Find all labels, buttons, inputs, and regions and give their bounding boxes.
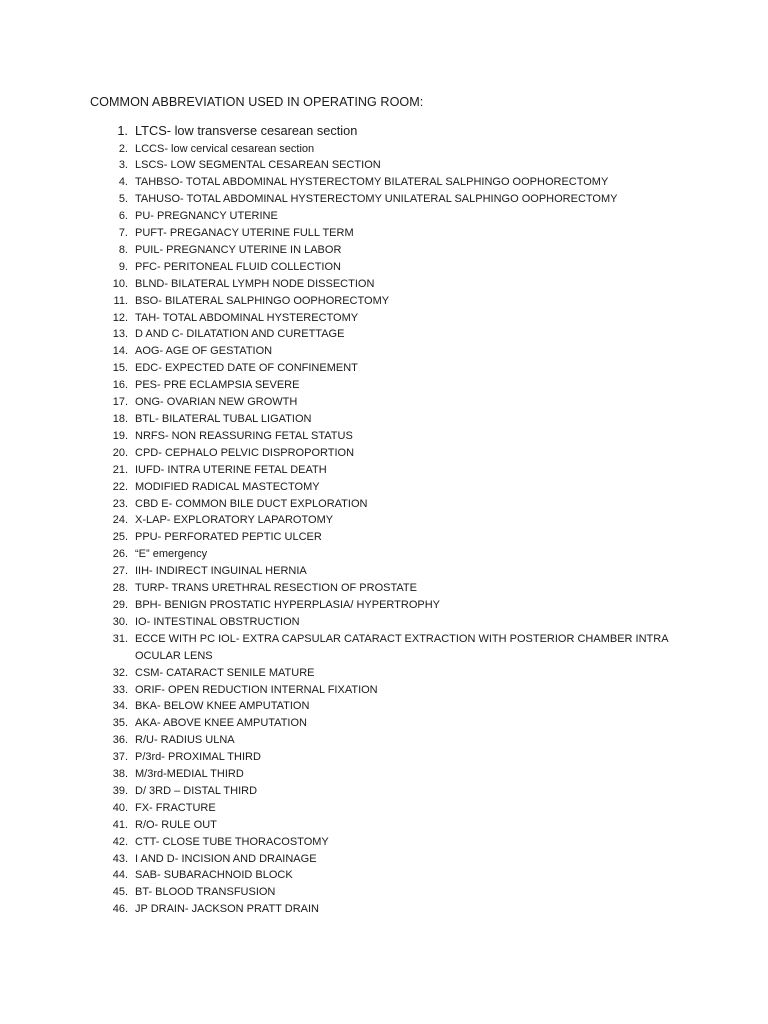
list-item xyxy=(0,208,768,225)
list-item-text: LSCS- LOW SEGMENTAL CESAREAN SECTION xyxy=(135,159,381,172)
list-item xyxy=(0,479,768,496)
list-item-text: ECCE WITH PC IOL- EXTRA CAPSULAR CATARACT EXTRACTION WITH POSTERIOR CHAMBER INTRA OCULAR LENS xyxy=(135,632,668,662)
list-item-number: 35. xyxy=(112,717,128,730)
list-item-number: 41. xyxy=(112,818,128,831)
list-item-text: SAB- SUBARACHNOID BLOCK xyxy=(135,869,293,882)
list-item-number: 9. xyxy=(118,260,128,273)
list-item-number: 23. xyxy=(112,497,128,510)
list-item xyxy=(0,749,768,766)
list-item-text: P/3rd- PROXIMAL THIRD xyxy=(135,751,261,764)
list-item-text: PPU- PERFORATED PEPTIC ULCER xyxy=(135,531,322,544)
list-item xyxy=(0,817,768,834)
list-item xyxy=(0,715,768,732)
list-item-text: PUFT- PREGANACY UTERINE FULL TERM xyxy=(135,227,354,240)
list-item-number: 39. xyxy=(112,784,128,797)
list-item-text: AKA- ABOVE KNEE AMPUTATION xyxy=(135,717,307,730)
list-item xyxy=(0,157,768,174)
list-item xyxy=(0,665,768,682)
list-item xyxy=(0,122,768,140)
list-item-number: 31. xyxy=(112,632,128,645)
list-item xyxy=(0,141,768,158)
list-item-number: 13. xyxy=(112,328,128,341)
list-item-text: EDC- EXPECTED DATE OF CONFINEMENT xyxy=(135,362,358,375)
list-item-number: 42. xyxy=(112,835,128,848)
list-item-text: I AND D- INCISION AND DRAINAGE xyxy=(135,852,317,865)
list-item-number: 26. xyxy=(112,548,128,561)
list-item-number: 24. xyxy=(112,514,128,527)
list-item xyxy=(0,631,768,665)
list-item-number: 34. xyxy=(112,700,128,713)
list-item-number: 37. xyxy=(112,751,128,764)
list-item xyxy=(0,851,768,868)
list-item-text: “E” emergency xyxy=(135,548,208,561)
list-item-text: NRFS- NON REASSURING FETAL STATUS xyxy=(135,429,353,442)
list-item xyxy=(0,428,768,445)
list-item-number: 44. xyxy=(112,869,128,882)
list-item-text: BSO- BILATERAL SALPHINGO OOPHORECTOMY xyxy=(135,294,390,307)
list-item-text: IO- INTESTINAL OBSTRUCTION xyxy=(135,615,300,628)
list-item-text: TURP- TRANS URETHRAL RESECTION OF PROSTATE xyxy=(135,582,417,595)
list-item xyxy=(0,800,768,817)
list-item xyxy=(0,766,768,783)
list-item-number: 46. xyxy=(112,903,128,916)
list-item-number: 27. xyxy=(112,565,128,578)
list-item xyxy=(0,563,768,580)
list-item-text: IIH- INDIRECT INGUINAL HERNIA xyxy=(135,565,307,578)
list-item xyxy=(0,529,768,546)
list-item-number: 14. xyxy=(112,345,128,358)
list-item-text: BPH- BENIGN PROSTATIC HYPERPLASIA/ HYPERTROPHY xyxy=(135,598,441,611)
document-title: COMMON ABBREVIATION USED IN OPERATING ROOM: xyxy=(90,95,424,109)
list-item xyxy=(0,732,768,749)
list-item-text: BTL- BILATERAL TUBAL LIGATION xyxy=(135,413,312,425)
list-item xyxy=(0,901,768,918)
list-item-number: 38. xyxy=(112,768,128,781)
list-item xyxy=(0,884,768,901)
list-item-text: CSM- CATARACT SENILE MATURE xyxy=(135,666,315,679)
list-item-text: PU- PREGNANCY UTERINE xyxy=(135,210,278,223)
list-item-text: JP DRAIN- JACKSON PRATT DRAIN xyxy=(135,903,319,916)
list-item-text: BKA- BELOW KNEE AMPUTATION xyxy=(135,700,310,713)
list-item-text: LCCS- low cervical cesarean section xyxy=(135,142,315,155)
list-item xyxy=(0,377,768,394)
list-item xyxy=(0,867,768,884)
list-item-number: 4. xyxy=(118,176,128,189)
list-item xyxy=(0,310,768,327)
list-item-number: 32. xyxy=(112,666,128,679)
list-item-text: BT- BLOOD TRANSFUSION xyxy=(135,886,276,899)
list-item xyxy=(0,259,768,276)
list-item-text: TAHUSO- TOTAL ABDOMINAL HYSTERECTOMY UNILATERAL SALPHINGO OOPHORECTOMY xyxy=(135,193,618,206)
list-item-number: 19. xyxy=(112,429,128,442)
list-item xyxy=(0,276,768,293)
list-item-number: 22. xyxy=(112,480,128,493)
list-item xyxy=(0,698,768,715)
list-item-text: ORIF- OPEN REDUCTION INTERNAL FIXATION xyxy=(135,683,378,696)
list-item-number: 5. xyxy=(118,193,128,206)
list-item xyxy=(0,783,768,800)
list-item-number: 10. xyxy=(112,277,128,290)
list-item-number: 43. xyxy=(112,852,128,865)
list-item-text: TAHBSO- TOTAL ABDOMINAL HYSTERECTOMY BILATERAL SALPHINGO OOPHORECTOMY xyxy=(135,176,609,189)
list-item-number: 12. xyxy=(112,311,128,324)
list-item-number: 3. xyxy=(118,159,128,172)
list-item-number: 30. xyxy=(112,615,128,628)
list-item-number: 8. xyxy=(118,243,128,256)
list-item-text: M/3rd-MEDIAL THIRD xyxy=(135,768,244,781)
list-item-text: PES- PRE ECLAMPSIA SEVERE xyxy=(135,379,300,392)
list-item-text: AOG- AGE OF GESTATION xyxy=(135,345,273,358)
list-item xyxy=(0,614,768,631)
list-item-text: FX- FRACTURE xyxy=(135,801,216,814)
list-item-text: PFC- PERITONEAL FLUID COLLECTION xyxy=(135,260,341,273)
list-item-number: 7. xyxy=(118,227,128,240)
list-item-text: R/O- RULE OUT xyxy=(135,818,217,831)
list-item-text: D/ 3RD – DISTAL THIRD xyxy=(135,784,258,797)
list-item xyxy=(0,174,768,191)
list-item xyxy=(0,360,768,377)
list-item-text: IUFD- INTRA UTERINE FETAL DEATH xyxy=(135,463,327,476)
list-item-number: 25. xyxy=(112,531,128,544)
list-item xyxy=(0,462,768,479)
list-item xyxy=(0,682,768,699)
list-item xyxy=(0,343,768,360)
list-item-number: 11. xyxy=(113,294,128,307)
list-item-number: 18. xyxy=(112,413,128,425)
list-item xyxy=(0,191,768,208)
list-item-number: 28. xyxy=(112,582,128,595)
list-item-text: CPD- CEPHALO PELVIC DISPROPORTION xyxy=(135,446,355,459)
list-item xyxy=(0,546,768,563)
list-item-text: ONG- OVARIAN NEW GROWTH xyxy=(135,396,298,409)
list-item-text: CTT- CLOSE TUBE THORACOSTOMY xyxy=(135,835,329,848)
list-item-number: 17. xyxy=(112,396,128,409)
list-item xyxy=(0,293,768,310)
list-item-text: MODIFIED RADICAL MASTECTOMY xyxy=(135,480,320,493)
list-item-number: 20. xyxy=(112,446,128,459)
list-item xyxy=(0,597,768,614)
list-item-text: CBD E- COMMON BILE DUCT EXPLORATION xyxy=(135,497,368,510)
list-item-text: R/U- RADIUS ULNA xyxy=(135,734,235,747)
list-item-number: 16. xyxy=(112,379,128,392)
list-item xyxy=(0,580,768,597)
list-item-number: 36. xyxy=(112,734,128,747)
list-item xyxy=(0,394,768,411)
list-item-number: 2. xyxy=(118,142,128,155)
list-item-number: 6. xyxy=(118,210,128,223)
list-item-number: 21. xyxy=(112,463,128,476)
list-item xyxy=(0,496,768,513)
list-item-number: 1. xyxy=(117,123,128,138)
list-item-text: LTCS- low transverse cesarean section xyxy=(135,123,358,138)
list-item xyxy=(0,225,768,242)
list-item-number: 40. xyxy=(112,801,128,814)
abbreviation-list xyxy=(0,122,768,918)
list-item xyxy=(0,834,768,851)
list-item xyxy=(0,242,768,259)
list-item-number: 45. xyxy=(112,886,128,899)
list-item-text: BLND- BILATERAL LYMPH NODE DISSECTION xyxy=(135,277,375,290)
list-item xyxy=(0,411,768,428)
list-item-number: 33. xyxy=(112,683,128,696)
list-item xyxy=(0,445,768,462)
list-item xyxy=(0,512,768,529)
list-item-number: 29. xyxy=(112,598,128,611)
list-item-text: D AND C- DILATATION AND CURETTAGE xyxy=(135,328,345,341)
list-item-text: X-LAP- EXPLORATORY LAPAROTOMY xyxy=(135,514,334,527)
list-item-number: 15. xyxy=(112,362,128,375)
list-item-text: PUIL- PREGNANCY UTERINE IN LABOR xyxy=(135,243,342,256)
list-item-text: TAH- TOTAL ABDOMINAL HYSTERECTOMY xyxy=(135,311,359,324)
list-item xyxy=(0,326,768,343)
